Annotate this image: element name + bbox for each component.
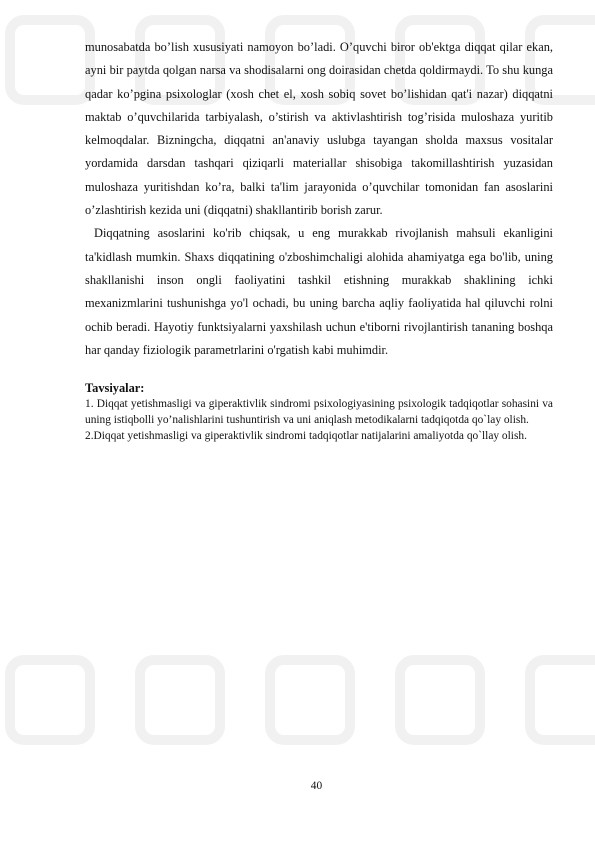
page-number: 40 [310, 780, 323, 792]
recommendation-item-2: 2.Diqqat yetishmasligi va giperaktivlik sindromi tadqiqotlar natijalarini amaliyotda qo`llay olish. [85, 430, 527, 443]
body-paragraph-2: Diqqatning asoslarini ko'rib chiqsak, u eng murakkab rivojlanish mahsuli ekanligini ta'kidlash mumkin. Shaxs diqqatining o'zboshimchaligi alohida ahamiyatga ega bo'lib, uning shakllanishi inson ongli faoliyatini tashkil etishning murakkab shaklining ichki mexanizmlarini tushunishga yo'l ochadi, bu uning barcha aqliy faoliyatida hal qiluvchi rolni ochib beradi. Hayotiy funktsiyalarni yaxshilash uchun e'tiborni rivojlantirish tananing boshqa har qanday fiziologik parametrlarini o'rgatish kabi muhimdir. [85, 226, 553, 357]
document-page [85, 36, 553, 444]
recommendation-item-1: 1. Diqqat yetishmasligi va giperaktivlik sindromi psixologiyasining psixologik tadqiqotlar sohasini va uning istiqbolli yo’nalishlarini tushuntirish va uni aniqlash metodikalarni tadqiqotda qo`lay olish. [85, 398, 553, 427]
recommendations-title: Tavsiyalar: [85, 381, 145, 396]
body-paragraph-1: munosabatda bo’lish xususiyati namoyon bo’ladi. O’quvchi biror ob'ektga diqqat qilar ekan, ayni bir paytda qolgan narsa va shodisalarni ong doirasidan chetda qoldirmaydi. To shu kunga qadar ko’pgina psixologlar (xosh chet el, xosh sobiq sovet bo’lishidan qat'i nazar) diqqatni maktab o’quvchilarida tarbiyalash, o’stirish va aktivlashtirish tog’risida muloshaza yuritib kelmoqdalar. Bizningcha, diqqatni an'anaviy uslubga tayangan sholda maxsus vositalar yordamida darsdan tashqari qiziqarli materiallar shisobiga takomillashtirish yuzasidan muloshaza yuritishdan ko’ra, balki ta'lim jarayonida o’quvchilar tomonidan fan asoslarini o’zlashtirish kezida uni (diqqatni) shakllantirib borish zarur. [85, 40, 553, 218]
